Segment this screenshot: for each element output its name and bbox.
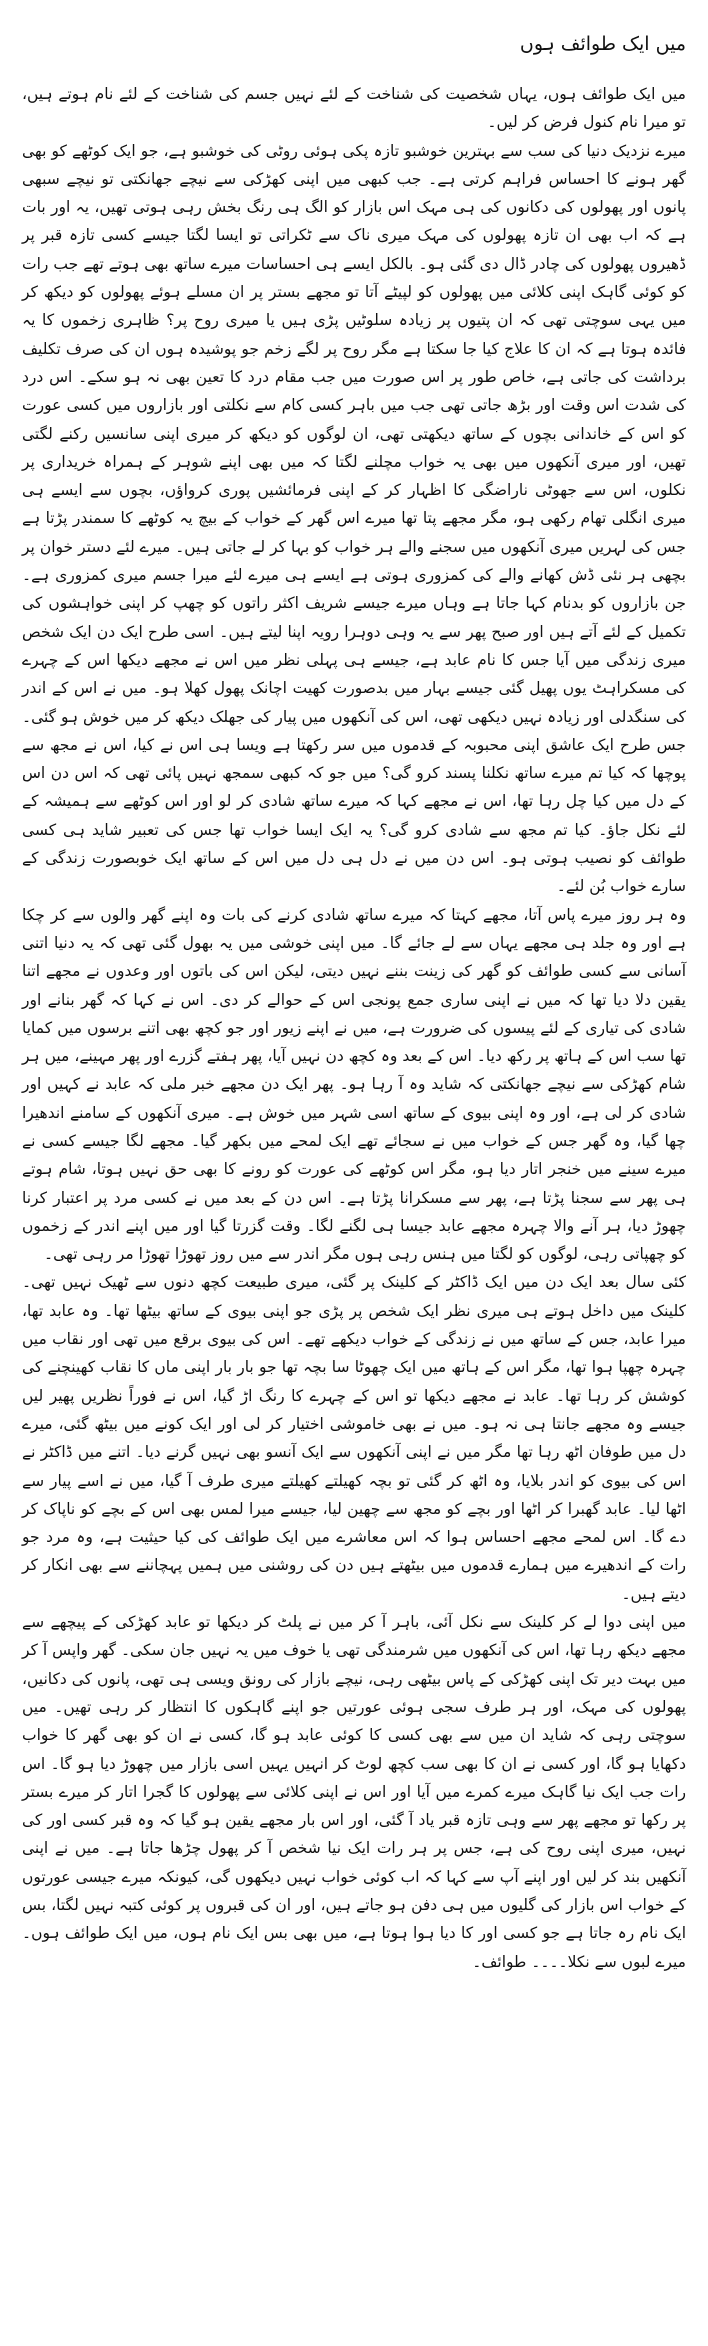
paragraph: میں ایک طوائف ہوں، یہاں شخصیت کی شناخت کے لئے نہیں جسم کی شناخت کے لئے نام ہوتے ہیں، تو میرا نام کنول فرض کر لیں۔ <box>22 85 686 132</box>
paragraph: کئی سال بعد ایک دن میں ایک ڈاکٹر کے کلینک پر گئی، میری طبیعت کچھ دنوں سے ٹھیک نہیں تھی۔ کلینک میں داخل ہوتے ہی میری نظر ایک شخص پر پڑی جو اپنی بیوی کے ساتھ بیٹھا تھا۔ وہ عابد تھا، میرا عابد، جس کے ساتھ میں نے زندگی کے خواب دیکھے تھے۔ اس کی بیوی برقع میں تھی اور نقاب میں چہرہ چھپا ہوا تھا، مگر اس کے ہاتھ میں ایک چھوٹا سا بچہ تھا جو بار بار اپنی ماں کا نقاب کھینچنے کی کوشش کر رہا تھا۔ عابد نے مجھے دیکھا تو اس کے چہرے کا رنگ اڑ گیا، اس نے فوراً نظریں پھیر لیں جیسے وہ مجھے جانتا ہی نہ ہو۔ میں نے بھی خاموشی اختیار کر لی اور ایک کونے میں بیٹھ گئی، میرے دل میں طوفان اٹھ رہا تھا مگر میں نے اپنی آنکھوں سے ایک آنسو بھی نہیں گرنے دیا۔ اتنے میں ڈاکٹر نے اس کی بیوی کو اندر بلایا، وہ اٹھ کر گئی تو بچہ کھیلتے کھیلتے میری طرف آ گیا، میں نے اسے پیار سے اٹھا لیا۔ عابد گھبرا کر اٹھا اور بچے کو مجھ سے چھین لیا، جیسے میرا لمس بھی اس کے بچے کو ناپاک کر دے گا۔ اس لمحے مجھے احساس ہوا کہ اس معاشرے میں ایک طوائف کی کیا حیثیت ہے، وہ مرد جو رات کے اندھیرے میں ہمارے قدموں میں بیٹھتے ہیں دن کی روشنی میں ہمیں پہچاننے سے بھی انکار کر دیتے ہیں۔ <box>22 1273 686 1603</box>
document-body <box>22 80 686 1976</box>
paragraph: میرے نزدیک دنیا کی سب سے بہترین خوشبو تازہ پکی ہوئی روٹی کی خوشبو ہے، جو ایک کوٹھے کو بھی گھر ہونے کا احساس فراہم کرتی ہے۔ جب کبھی میں اپنی کھڑکی سے نیچے جھانکتی تو نیچے سبھی پانوں اور پھولوں کی دکانوں کی ہی مہک اس بازار کو الگ ہی رنگ بخش رہی ہوتی تھیں، یہ اور بات ہے کہ اب بھی ان تازہ پھولوں کی مہک میری ناک سے ٹکراتی تو ایسا لگتا جیسے کسی تازہ قبر پر ڈھیروں پھولوں کی چادر ڈال دی گئی ہو۔ بالکل ایسے ہی احساسات میرے ساتھ بھی ہوتے تھے جب رات کو کوئی گاہک اپنی کلائی میں پھولوں کو لپیٹے آتا تو مجھے بستر پر ان مسلے ہوئے پھولوں کو دیکھ کر میں یہی سوچتی تھی کہ ان پتیوں پر زیادہ سلوٹیں پڑی ہیں یا میری روح پر؟ ظاہری زخموں کا یہ فائدہ ہوتا ہے کہ ان کا علاج کیا جا سکتا ہے مگر روح پر لگے زخم جو پوشیدہ ہوں ان کی صرف تکلیف برداشت کی جاتی ہے، خاص طور پر اس صورت میں جب مقام درد کا تعین بھی نہ ہو سکے۔ اس درد کی شدت اس وقت اور بڑھ جاتی تھی جب میں باہر کسی کام سے نکلتی اور بازاروں میں کسی عورت کو اس کے خاندانی بچوں کے ساتھ دیکھتی تھی، ان لوگوں کو دیکھ کر میری اپنی سانسیں رکنے لگتی تھیں، اور میری آنکھوں میں بھی یہ خواب مچلنے لگتا کہ میں بھی اپنے شوہر کے ہمراہ خریداری پر نکلوں، اس سے جھوٹی ناراضگی کا اظہار کر کے اپنی فرمائشیں پوری کرواؤں، بچوں سے ایسے ہی میری انگلی تھام رکھی ہو، مگر مجھے پتا تھا میرے اس گھر کے خواب کے بیچ یہ کوٹھے کا سمندر پڑتا ہے جس کی لہریں میری آنکھوں میں سجنے والے ہر خواب کو بہا کر لے جاتی ہیں۔ میرے لئے دستر خوان پر بچھی ہر نئی ڈش کھانے والے کی کمزوری ہوتی ہے ایسے ہی میرے لئے میرا جسم میری کمزوری ہے۔ جن بازاروں کو بدنام کہا جاتا ہے وہاں میرے جیسے شریف اکثر راتوں کو چھپ کر اپنی خواہشوں کی تکمیل کے لئے آتے ہیں اور صبح پھر سے یہ وہی دوہرا رویہ اپنا لیتے ہیں۔ اسی طرح ایک دن ایک شخص میری زندگی میں آیا جس کا نام عابد ہے، جیسے ہی پہلی نظر میں اس نے مجھے دیکھا اس کے چہرے کی مسکراہٹ یوں پھیل گئی جیسے بہار میں بدصورت کھیت اچانک پھول کھلا ہو۔ میں نے اس کے اندر کی سنگدلی اور زیادہ نہیں دیکھی تھی، اس کی آنکھوں میں پیار کی جھلک دیکھ کر میں خوش ہو گئی۔ جس طرح ایک عاشق اپنی محبوبہ کے قدموں میں سر رکھتا ہے ویسا ہی اس نے کیا، اس نے مجھ سے پوچھا کہ کیا تم میرے ساتھ نکلنا پسند کرو گی؟ میں جو کہ کبھی سمجھ نہیں پائی تھی کہ اس دن اس کے دل میں کیا چل رہا تھا، اس نے مجھے کہا کہ میرے ساتھ شادی کر لو اور اس کوٹھے سے ہمیشہ کے لئے نکل جاؤ۔ کیا تم مجھ سے شادی کرو گی؟ یہ ایک ایسا خواب تھا جس کی تعبیر شاید ہی کسی طوائف کو نصیب ہوتی ہو۔ اس دن میں نے دل ہی دل میں اس کے ساتھ ایک خوبصورت زندگی کے سارے خواب بُن لئے۔ <box>22 141 686 896</box>
document-title: میں ایک طوائف ہوں <box>519 33 686 55</box>
paragraph: میں اپنی دوا لے کر کلینک سے نکل آئی، باہر آ کر میں نے پلٹ کر دیکھا تو عابد کھڑکی کے پیچھے سے مجھے دیکھ رہا تھا، اس کی آنکھوں میں شرمندگی تھی یا خوف میں یہ نہیں جان سکی۔ گھر واپس آ کر میں بہت دیر تک اپنی کھڑکی کے پاس بیٹھی رہی، نیچے بازار کی رونق ویسی ہی تھی، پانوں کی دکانیں، پھولوں کی مہک، اور ہر طرف سجی ہوئی عورتیں جو اپنے گاہکوں کا انتظار کر رہی تھیں۔ میں سوچتی رہی کہ شاید ان میں سے بھی کسی کا کوئی عابد ہو گا، کسی نے ان کو بھی گھر کا خواب دکھایا ہو گا، اور کسی نے ان کا بھی سب کچھ لوٹ کر انہیں یہیں اسی بازار میں چھوڑ دیا ہو گا۔ اس رات جب ایک نیا گاہک میرے کمرے میں آیا اور اس نے اپنی کلائی سے پھولوں کا گجرا اتار کر میرے بستر پر رکھا تو مجھے پھر سے وہی تازہ قبر یاد آ گئی، اور اس بار مجھے یقین ہو گیا کہ وہ قبر کسی اور کی نہیں، میری اپنی روح کی ہے، جس پر ہر رات ایک نیا شخص آ کر پھول چڑھا جاتا ہے۔ میں نے اپنی آنکھیں بند کر لیں اور اپنے آپ سے کہا کہ اب کوئی خواب نہیں دیکھوں گی، کیونکہ میرے جیسی عورتوں کے خواب اس بازار کی گلیوں میں ہی دفن ہو جاتے ہیں، اور ان کی قبروں پر کوئی کتبہ نہیں لگتا، بس ایک نام رہ جاتا ہے جو کسی اور کا دیا ہوا ہوتا ہے، میں بھی بس ایک نام ہوں، میں ایک طوائف ہوں۔ میرے لبوں سے نکلا۔۔۔۔ طوائف۔ <box>22 1613 686 1971</box>
paragraph: وہ ہر روز میرے پاس آتا، مجھے کہتا کہ میرے ساتھ شادی کرنے کی بات وہ اپنے گھر والوں سے کر چکا ہے اور وہ جلد ہی مجھے یہاں سے لے جائے گا۔ میں اپنی خوشی میں یہ بھول گئی تھی کہ یہ دنیا اتنی آسانی سے کسی طوائف کو گھر کی زینت بننے نہیں دیتی، لیکن اس کی باتوں اور وعدوں نے مجھے اتنا یقین دلا دیا تھا کہ میں نے اپنی ساری جمع پونجی اس کے حوالے کر دی۔ اس نے کہا کہ گھر بنانے اور شادی کی تیاری کے لئے پیسوں کی ضرورت ہے، میں نے اپنے زیور اور جو کچھ بھی اتنے برسوں میں کمایا تھا سب اس کے ہاتھ پر رکھ دیا۔ اس کے بعد وہ کچھ دن نہیں آیا، پھر ہفتے گزرے اور پھر مہینے، میں ہر شام کھڑکی سے نیچے جھانکتی کہ شاید وہ آ رہا ہو۔ پھر ایک دن مجھے خبر ملی کہ عابد نے کہیں اور شادی کر لی ہے، اور وہ اپنی بیوی کے ساتھ اسی شہر میں خوش ہے۔ میری آنکھوں کے سامنے اندھیرا چھا گیا، وہ گھر جس کے خواب میں نے سجائے تھے ایک لمحے میں بکھر گیا۔ مجھے لگا جیسے کسی نے میرے سینے میں خنجر اتار دیا ہو، مگر اس کوٹھے کی عورت کو رونے کا بھی حق نہیں ہوتا، شام ہوتے ہی پھر سے سجنا پڑتا ہے، پھر سے مسکرانا پڑتا ہے۔ اس دن کے بعد میں نے کسی مرد پر اعتبار کرنا چھوڑ دیا، ہر آنے والا چہرہ مجھے عابد جیسا ہی لگنے لگا۔ وقت گزرتا گیا اور میں اپنے اندر کے زخموں کو چھپاتی رہی، لوگوں کو لگتا میں ہنس رہی ہوں مگر اندر سے میں روز تھوڑا تھوڑا مر رہی تھی۔ <box>22 905 686 1264</box>
